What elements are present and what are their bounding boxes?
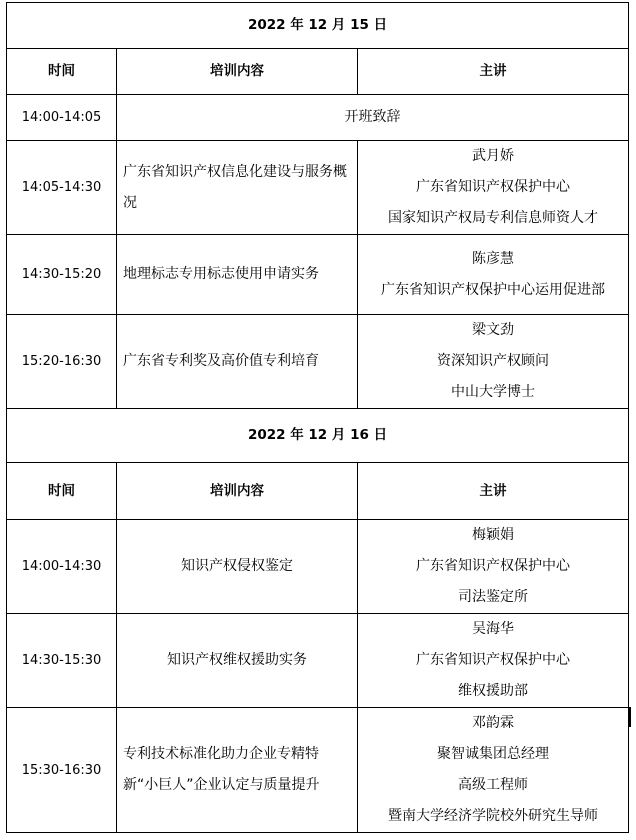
text-cursor xyxy=(629,707,631,727)
table-row xyxy=(7,315,629,409)
speaker-title: 暨南大学经济学院校外研究生导师 xyxy=(388,808,599,824)
table-row xyxy=(7,95,629,141)
topic-cell: 专利技术标准化助力企业专精特新“小巨人”企业认定与质量提升 xyxy=(117,708,358,833)
speaker-title: 广东省知识产权保护中心 xyxy=(416,558,571,574)
speaker-title: 广东省知识产权保护中心 xyxy=(416,652,571,668)
time-cell: 15:20-16:30 xyxy=(7,315,117,409)
speaker-title: 聚智诚集团总经理 xyxy=(437,746,550,762)
speaker-cell xyxy=(358,235,629,315)
speaker-cell xyxy=(358,520,629,614)
column-header-content: 培训内容 xyxy=(117,463,358,520)
speaker-title: 广东省知识产权保护中心运用促进部 xyxy=(381,281,606,298)
opening-remarks-cell: 开班致辞 xyxy=(117,95,629,141)
speaker-title: 资深知识产权顾问 xyxy=(437,353,550,369)
table-row xyxy=(7,235,629,315)
speaker-title: 司法鉴定所 xyxy=(458,589,529,605)
speaker-cell xyxy=(358,614,629,708)
topic-cell: 知识产权侵权鉴定 xyxy=(117,520,358,614)
date-heading-day2: 2022 年 12 月 16 日 xyxy=(7,409,629,463)
speaker-name: 梅颖娟 xyxy=(472,527,515,543)
training-schedule-table xyxy=(6,2,629,833)
speaker-cell xyxy=(358,708,629,833)
column-header-speaker: 主讲 xyxy=(358,49,629,95)
table-row xyxy=(7,614,629,708)
topic-cell: 地理标志专用标志使用申请实务 xyxy=(117,235,358,315)
column-header-speaker: 主讲 xyxy=(358,463,629,520)
speaker-name: 陈彦慧 xyxy=(472,250,515,267)
time-cell: 14:00-14:30 xyxy=(7,520,117,614)
time-cell: 14:05-14:30 xyxy=(7,141,117,235)
speaker-title: 维权援助部 xyxy=(458,683,529,699)
topic-cell: 广东省知识产权信息化建设与服务概况 xyxy=(117,141,358,235)
table-row xyxy=(7,708,629,833)
time-cell: 14:00-14:05 xyxy=(7,95,117,141)
speaker-title: 高级工程师 xyxy=(458,777,529,793)
topic-cell: 广东省专利奖及高价值专利培育 xyxy=(117,315,358,409)
column-header-time: 时间 xyxy=(7,463,117,520)
column-header-content: 培训内容 xyxy=(117,49,358,95)
speaker-name: 武月娇 xyxy=(472,148,515,164)
speaker-name: 梁文劲 xyxy=(472,322,515,338)
speaker-title: 广东省知识产权保护中心 xyxy=(416,179,571,195)
time-cell: 15:30-16:30 xyxy=(7,708,117,833)
speaker-cell xyxy=(358,315,629,409)
date-heading-day1: 2022 年 12 月 15 日 xyxy=(7,3,629,49)
speaker-name: 邓韵霖 xyxy=(472,715,515,731)
speaker-title: 国家知识产权局专利信息师资人才 xyxy=(388,210,599,226)
time-cell: 14:30-15:20 xyxy=(7,235,117,315)
topic-cell: 知识产权维权援助实务 xyxy=(117,614,358,708)
column-header-time: 时间 xyxy=(7,49,117,95)
speaker-name: 吴海华 xyxy=(472,621,515,637)
time-cell: 14:30-15:30 xyxy=(7,614,117,708)
speaker-title: 中山大学博士 xyxy=(451,384,536,400)
table-row xyxy=(7,141,629,235)
speaker-cell xyxy=(358,141,629,235)
table-row xyxy=(7,520,629,614)
